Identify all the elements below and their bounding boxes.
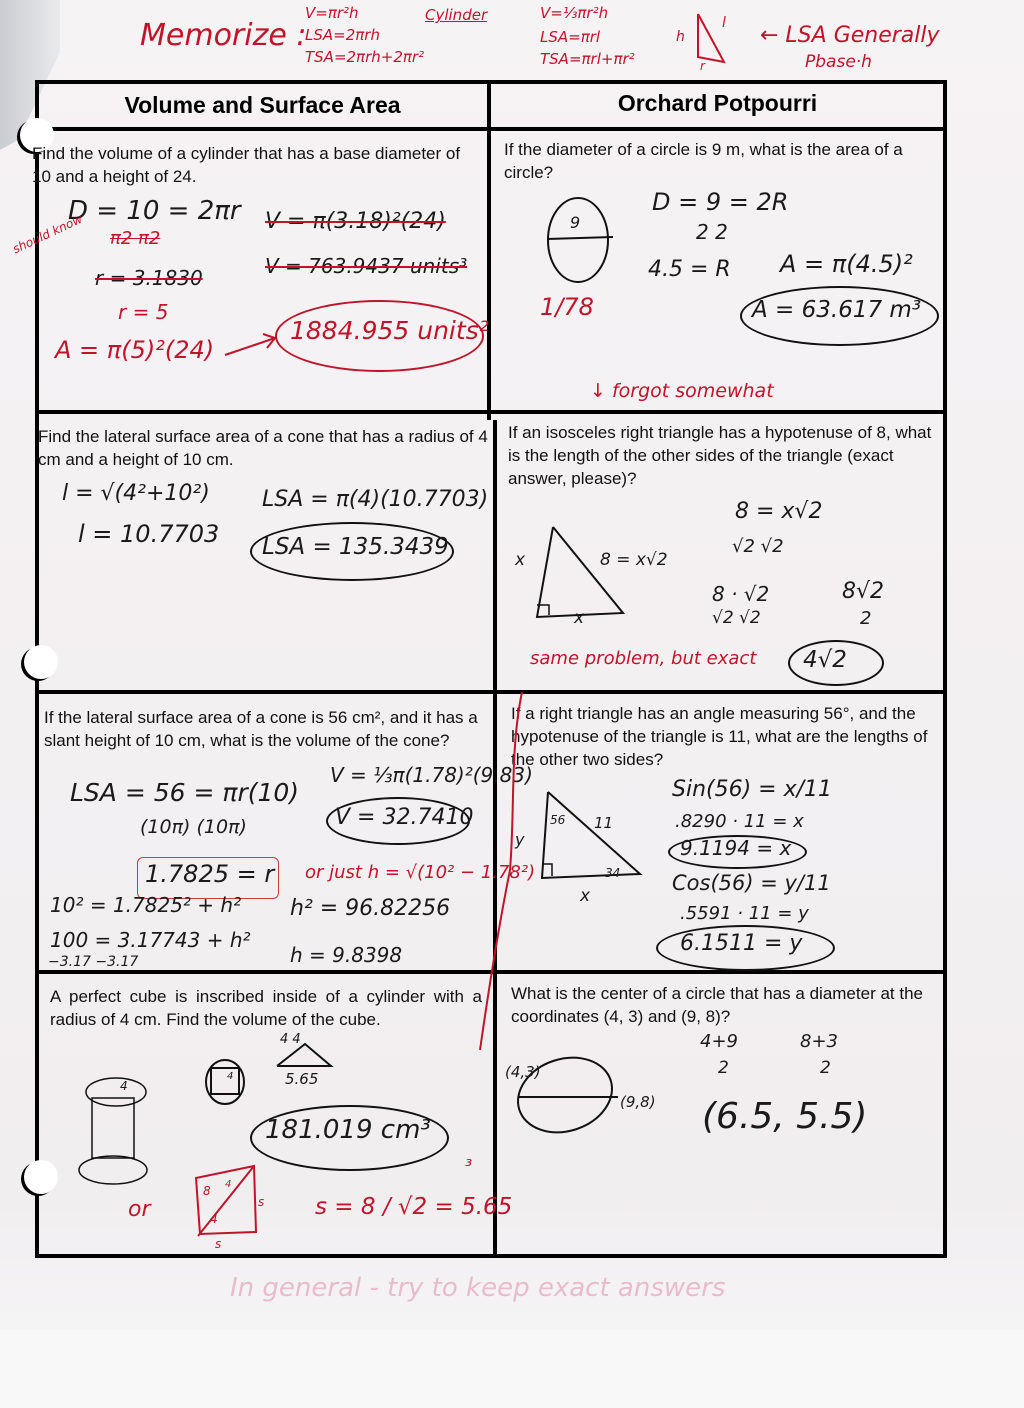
work-d-den: 2 2	[696, 220, 728, 244]
header-divider	[35, 127, 947, 131]
same-problem-note: same problem, but exact	[530, 648, 757, 669]
forgot-note: ↓ forgot somewhat	[590, 380, 774, 402]
work-lsa-den: (10π) (10π)	[140, 816, 247, 838]
binder-hole-bottom	[24, 1160, 58, 1194]
work-area-line: A = π(5)²(24)	[55, 336, 215, 364]
work-mid-den: 2	[718, 1058, 729, 1078]
row-divider-1	[35, 410, 947, 414]
cone-volume-formula: V=⅓πr²h	[540, 4, 609, 22]
side-label: s	[258, 1195, 265, 1209]
work-mid-y: 8+3	[800, 1031, 838, 1052]
question-cylinder-volume: Find the volume of a cylinder that has a base diameter of 10 and a height of 24.	[32, 144, 461, 186]
diagonal-label: 8	[203, 1184, 211, 1198]
binder-hole-middle	[24, 645, 58, 679]
right-triangle-sketch	[540, 790, 650, 890]
work-lsa-line: LSA = 56 = πr(10)	[70, 778, 300, 807]
answer-circle-center: (6.5, 5.5)	[702, 1096, 868, 1137]
work-v-wrong-1: V = π(3.18)²(24)	[265, 209, 446, 234]
work-d-line: D = 10 = 2πr	[68, 196, 241, 226]
cylinder-sketch	[78, 1080, 148, 1180]
answer-x: 9.1194 = x	[680, 836, 792, 860]
answer-cylinder-volume: 1884.955 units²	[290, 316, 489, 345]
answer-isosceles: 4√2	[803, 647, 847, 673]
angle-34-label: 34	[605, 866, 621, 880]
work-step1-num: 8 = x√2	[735, 499, 823, 524]
work-step2-num: 8 · √2	[712, 582, 770, 606]
work-d-den: π2 π2	[110, 228, 161, 249]
question-cone-volume: If the lateral surface area of a cone is 56 cm², and it has a slant height of 10 cm, what is the volume of the cone?	[44, 708, 478, 750]
arrow-icon	[225, 330, 280, 360]
margin-note-should-know: should know	[10, 211, 85, 257]
work-eq2: 100 = 3.17743 + h²	[50, 928, 251, 952]
cylinder-radius-label: 4	[120, 1079, 128, 1093]
page-bottom-margin	[0, 1330, 1024, 1408]
footer-note: In general - try to keep exact answers	[230, 1273, 726, 1303]
header-orchard-potpourri: Orchard Potpourri	[617, 90, 818, 116]
answer-cone-volume: V = 32.7410	[335, 805, 474, 830]
column-divider-top	[487, 80, 491, 420]
work-cos-calc: .5591 · 11 = y	[680, 903, 809, 924]
triangle-label-l: l	[722, 15, 726, 31]
cylinder-title: Cylinder	[425, 6, 488, 24]
triangle-side-label: x	[515, 550, 526, 570]
cylinder-tsa-formula: TSA=2πrh+2πr²	[305, 48, 425, 66]
cylinder-volume-formula: V=πr²h	[305, 4, 359, 22]
work-mid-den: 2	[820, 1058, 831, 1078]
right-triangle-sketch	[535, 525, 635, 625]
question-circle-center: What is the center of a circle that has a diameter at the coordinates (4, 3) and (9, 8)?	[511, 984, 923, 1026]
work-step3-num: 8√2	[842, 579, 885, 604]
triangle-base-label: 5.65	[285, 1070, 319, 1088]
side-y-label: y	[515, 830, 525, 849]
work-r-value: 1.7825 = r	[145, 860, 275, 888]
work-l-line: l = √(4²+10²)	[62, 481, 210, 506]
half-diagonal-label: 4	[225, 1179, 232, 1190]
cylinder-lsa-formula: LSA=2πrh	[305, 26, 380, 44]
cone-tsa-formula: TSA=πrl+πr²	[540, 50, 635, 68]
header-volume-surface-area: Volume and Surface Area	[124, 92, 401, 118]
work-v-wrong-2: V = 763.9437 units³	[265, 254, 468, 278]
circle-sketch	[545, 195, 615, 285]
work-sin-calc: .8290 · 11 = x	[675, 811, 804, 832]
side-x-label: x	[580, 886, 591, 906]
cube-exponent: ³	[465, 1156, 473, 1177]
or-note: or	[128, 1197, 151, 1222]
work-step1-den: √2 √2	[732, 536, 784, 557]
question-cone-lsa: Find the lateral surface area of a cone that has a radius of 4 cm and a height of 10 cm.	[38, 427, 488, 469]
work-r-wrong: r = 3.1830	[95, 266, 203, 290]
work-s-line: s = 8 / √2 = 5.65	[315, 1194, 513, 1220]
work-l-value: l = 10.7703	[78, 520, 220, 548]
answer-y: 6.1511 = y	[680, 931, 803, 956]
work-eq1: 10² = 1.7825² + h²	[50, 893, 242, 917]
question-circle-area: If the diameter of a circle is 9 m, what is the area of a circle?	[504, 140, 903, 182]
work-sin-line: Sin(56) = x/11	[672, 777, 833, 802]
shortcut-note: or just h = √(10² − 1.78²)	[305, 862, 536, 883]
score-note: 1/78	[540, 293, 594, 321]
work-area-line: A = π(4.5)²	[780, 250, 913, 278]
work-eq3: −3.17 −3.17	[48, 954, 139, 970]
work-h-squared: h² = 96.82256	[290, 896, 451, 921]
triangle-base-label: x	[574, 608, 585, 628]
work-step3-den: 2	[860, 608, 872, 629]
work-cos-line: Cos(56) = y/11	[672, 871, 831, 895]
work-eq: 8 = x√2	[600, 550, 668, 570]
work-v-line: V = ⅓π(1.78)²(9.83)	[330, 763, 533, 787]
square-diagonal-sketch	[192, 1162, 265, 1240]
lsa-general-formula: Pbase·h	[805, 52, 872, 72]
work-r-line: 4.5 = R	[648, 257, 731, 282]
work-step2-den: √2 √2	[712, 608, 761, 628]
lsa-general-note: ← LSA Generally	[760, 23, 940, 48]
work-d-line: D = 9 = 2R	[652, 188, 789, 216]
question-cube-in-cylinder: A perfect cube is inscribed inside of a cylinder with a radius of 4 cm. Find the volume of the cube.	[50, 987, 482, 1029]
work-mid-x: 4+9	[700, 1031, 738, 1052]
inscribed-square-sketch	[205, 1058, 247, 1106]
cone-lsa-formula: LSA=πrl	[540, 28, 601, 46]
half-diagonal-label: 4	[210, 1212, 218, 1226]
answer-cone-lsa: LSA = 135.3439	[262, 534, 449, 560]
answer-cube-volume: 181.019 cm³	[265, 1115, 431, 1145]
point-1-label: (4,3)	[505, 1063, 541, 1081]
side-label: s	[215, 1237, 222, 1251]
question-isosceles-triangle: If an isosceles right triangle has a hypotenuse of 8, what is the length of the other sides of the triangle (exact answer, please)?	[508, 423, 932, 488]
triangle-label-r: r	[700, 59, 705, 73]
triangle-sides-label: 4 4	[280, 1032, 301, 1047]
work-r-right: r = 5	[118, 300, 169, 324]
circle-diameter-label: 9	[570, 213, 581, 232]
square-label: 4	[227, 1071, 234, 1082]
point-2-label: (9,8)	[620, 1093, 656, 1111]
memorize-note: Memorize :	[140, 18, 307, 53]
angle-56-label: 56	[550, 813, 566, 827]
hypotenuse-label: 11	[594, 814, 614, 832]
answer-circle-area: A = 63.617 m³	[752, 297, 922, 323]
work-h: h = 9.8398	[290, 943, 403, 967]
question-right-triangle: If a right triangle has an angle measuring 56°, and the hypotenuse of the triangle is 11, what are the lengths of the other two sides?	[511, 704, 928, 769]
triangle-label-h: h	[676, 29, 685, 45]
work-lsa-line: LSA = π(4)(10.7703)	[262, 487, 489, 512]
